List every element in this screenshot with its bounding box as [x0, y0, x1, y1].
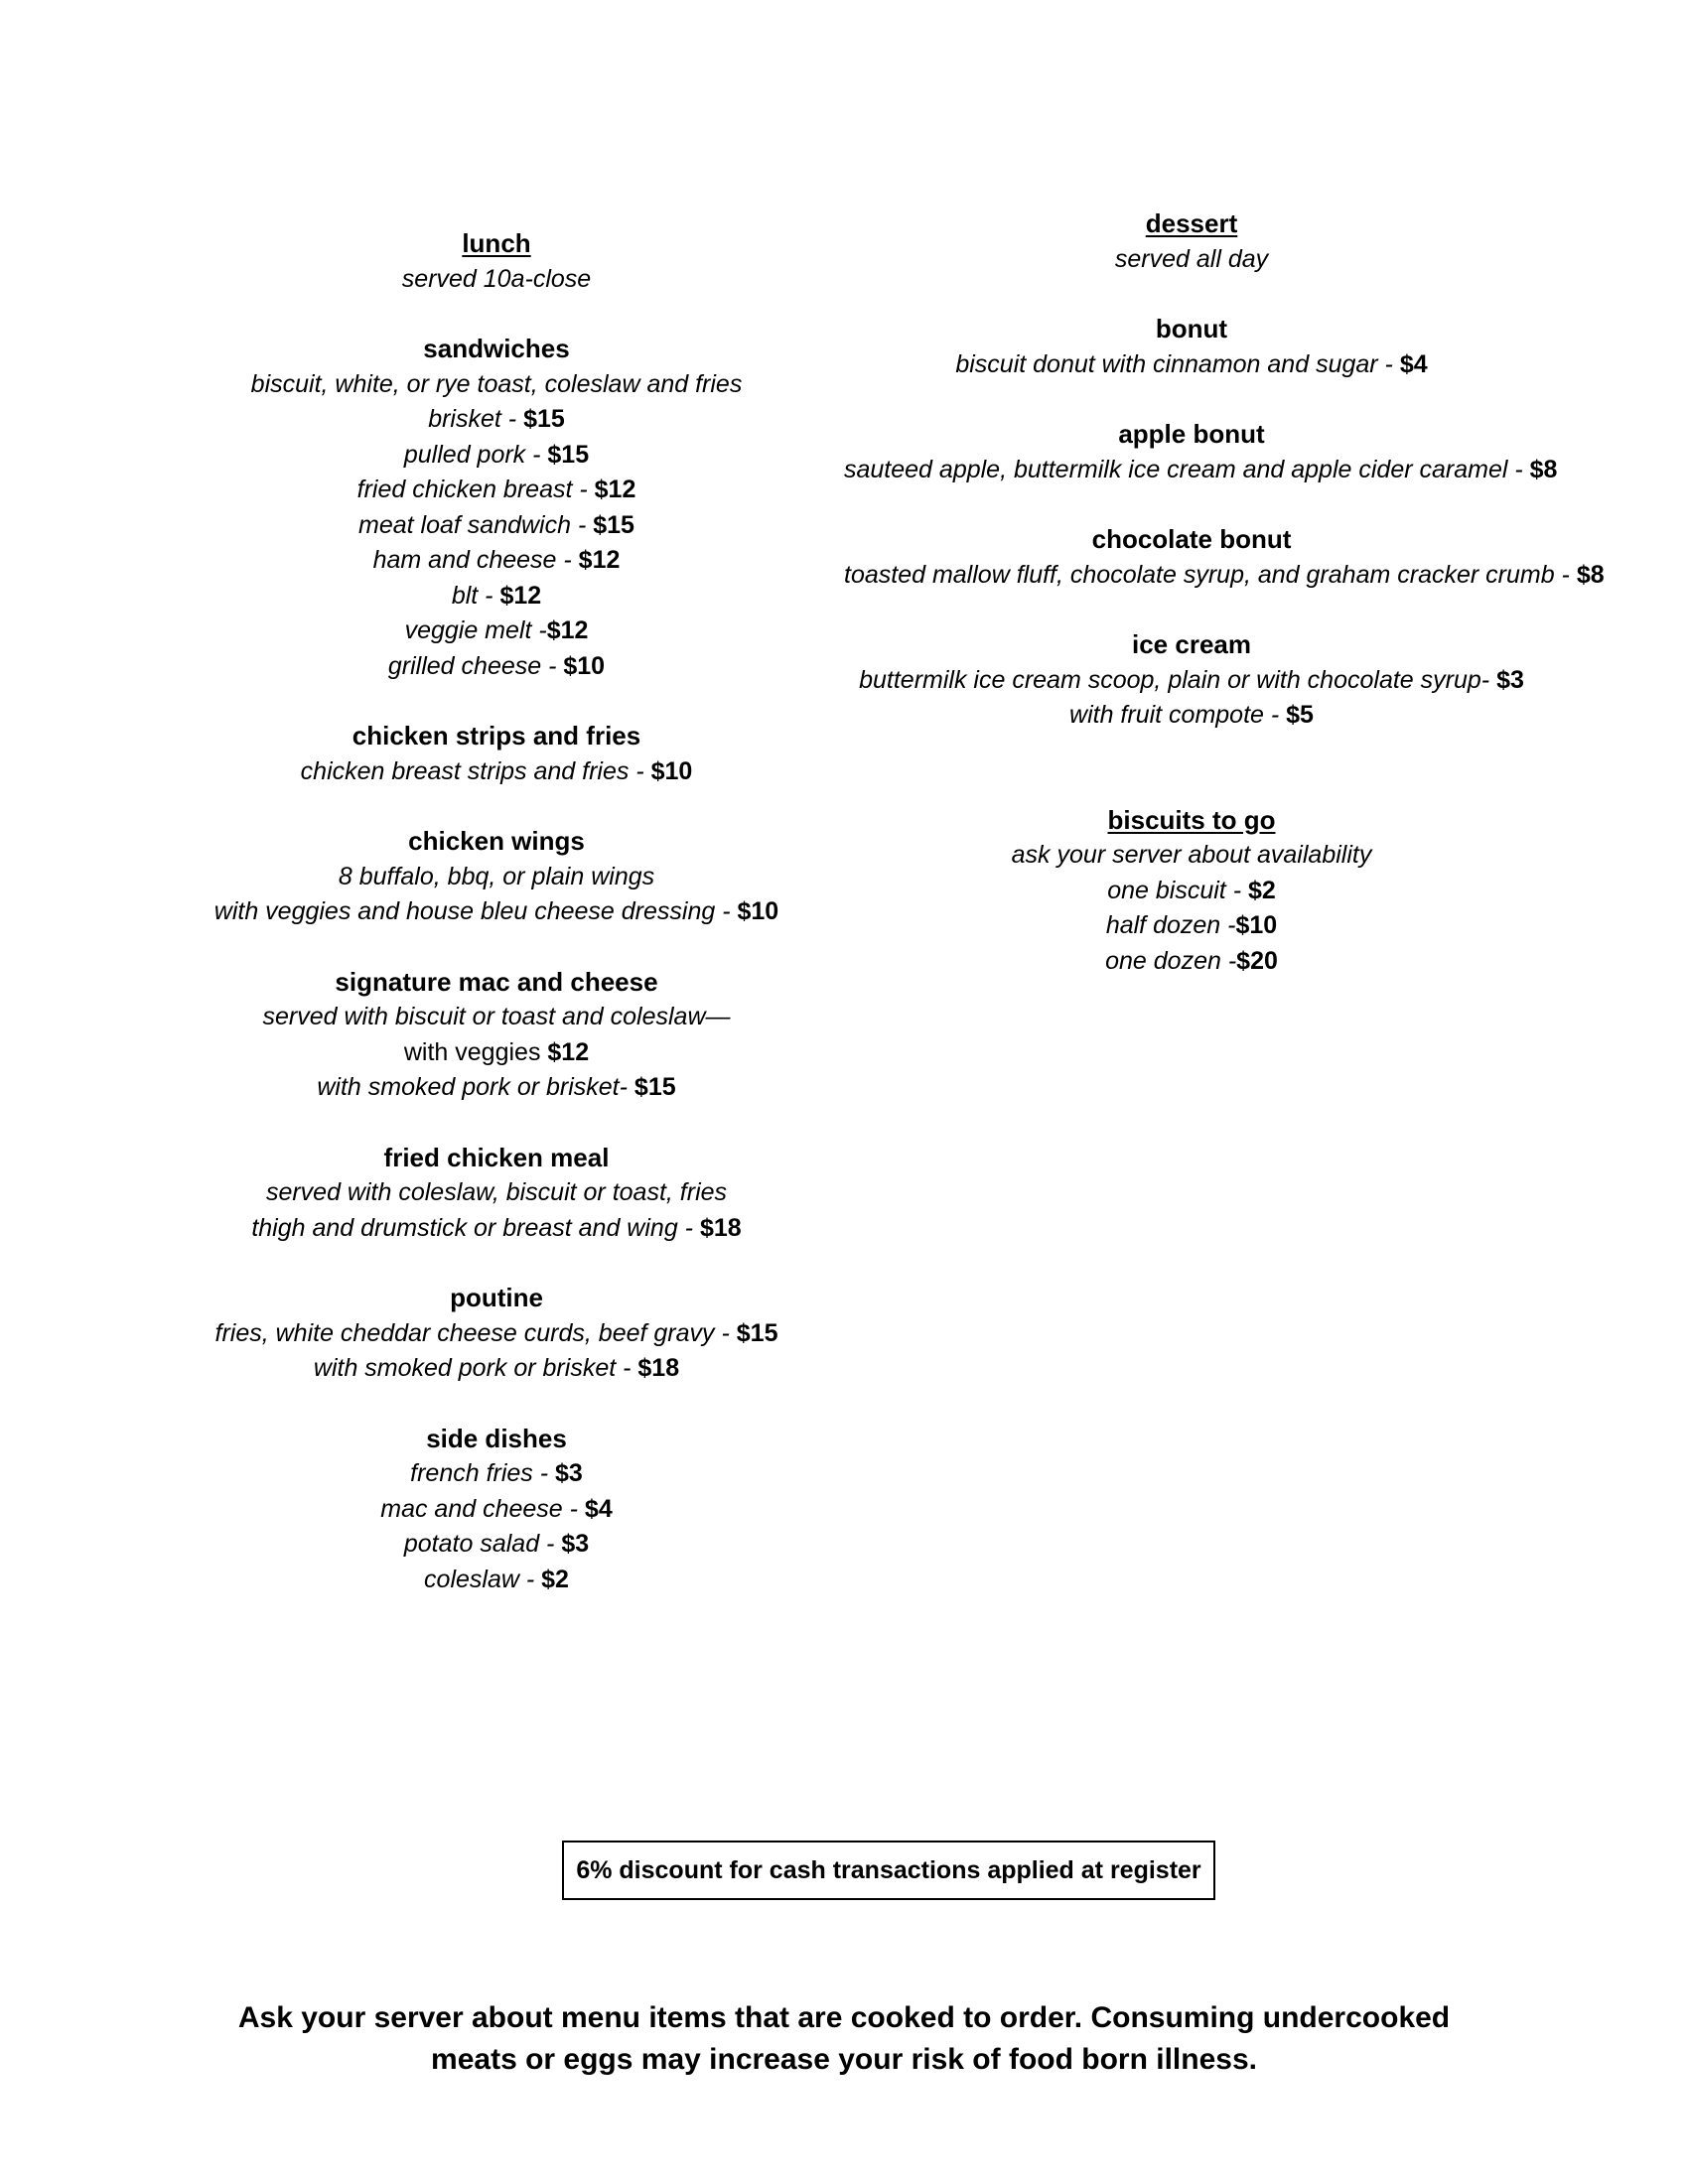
menu-item: coleslaw - $2 — [424, 1565, 569, 1593]
mac-and-cheese-heading: signature mac and cheese — [335, 966, 658, 997]
item-name: one biscuit — [1107, 876, 1226, 904]
item-name: half dozen — [1105, 911, 1221, 939]
menu-item: one dozen -$20 — [1105, 946, 1278, 975]
item-name: meat loaf sandwich — [358, 510, 572, 539]
side-dishes-heading: side dishes — [426, 1423, 567, 1453]
item-name: fried chicken breast — [356, 476, 573, 503]
dessert-heading: dessert — [1145, 208, 1238, 238]
food-safety-warning — [149, 1997, 1539, 2081]
bonut-heading: bonut — [1155, 314, 1228, 343]
item-price: $12 — [547, 1037, 590, 1066]
menu-item — [199, 1035, 794, 1071]
biscuits-to-go-group — [844, 803, 1539, 980]
dessert-hours: served all day — [1114, 244, 1269, 273]
poutine-heading: poutine — [450, 1283, 543, 1312]
menu-item: potato salad - $3 — [403, 1530, 590, 1558]
menu-item: grilled cheese - $10 — [387, 651, 606, 680]
item-name: french fries — [410, 1459, 533, 1487]
menu-item: fries, white cheddar cheese curds, beef gravy - $15 — [214, 1318, 778, 1347]
item-name: coleslaw — [424, 1565, 519, 1593]
bonut-group — [844, 312, 1539, 382]
item-name: mac and cheese — [380, 1494, 563, 1523]
item-price: $10 — [737, 897, 779, 925]
menu-item: sauteed apple, buttermilk ice cream and apple cider caramel - $8 — [844, 455, 1558, 483]
chicken-strips-group — [199, 719, 794, 789]
chocolate-bonut-heading: chocolate bonut — [1091, 524, 1292, 554]
item-price: $20 — [1236, 946, 1278, 975]
item-description: fries, white cheddar cheese curds, beef gravy — [214, 1318, 715, 1347]
item-name: grilled cheese — [387, 651, 542, 680]
fried-chicken-meal-group — [199, 1141, 794, 1247]
item-price: $12 — [578, 546, 621, 574]
item-price: $4 — [1399, 349, 1428, 378]
item-description: served with coleslaw, biscuit or toast, fries — [265, 1178, 728, 1206]
menu-item: mac and cheese - $4 — [380, 1494, 613, 1523]
chicken-wings-heading: chicken wings — [408, 826, 585, 856]
item-name: with veggies — [403, 1037, 541, 1066]
item-description: buttermilk ice cream scoop, plain or with chocolate syrup — [859, 665, 1481, 694]
cash-discount-text: 6% discount for cash transactions applied at register — [576, 1855, 1201, 1884]
lunch-heading: lunch — [462, 228, 531, 258]
food-safety-line-2: meats or eggs may increase your risk of food born illness. — [431, 2043, 1257, 2076]
menu-item: with smoked pork or brisket- $15 — [317, 1073, 676, 1101]
menu-item: chicken breast strips and fries - $10 — [300, 756, 693, 785]
item-price: $3 — [1496, 665, 1524, 694]
item-name: pulled pork — [403, 440, 526, 469]
menu-item: veggie melt -$12 — [404, 616, 589, 644]
apple-bonut-group — [844, 417, 1558, 487]
item-price: $10 — [650, 756, 693, 785]
menu-item: pulled pork - $15 — [403, 440, 590, 469]
menu-item: one biscuit - $2 — [1107, 876, 1276, 904]
item-price: $15 — [593, 510, 634, 539]
item-price: $10 — [1235, 911, 1278, 939]
sandwiches-heading: sandwiches — [423, 334, 570, 363]
item-name: ham and cheese — [372, 546, 557, 574]
menu-item: toasted mallow fluff, chocolate syrup, and graham cracker crumb - $8 — [844, 560, 1605, 589]
item-price: $8 — [1529, 455, 1558, 483]
poutine-group — [199, 1281, 794, 1387]
item-description: chicken breast strips and fries — [300, 756, 630, 785]
item-name: veggie melt — [404, 616, 532, 644]
mac-and-cheese-group — [199, 965, 794, 1106]
item-price: $3 — [555, 1459, 583, 1487]
item-name: with smoked pork or brisket — [313, 1354, 617, 1382]
item-price: $15 — [547, 440, 590, 469]
item-name: potato salad — [403, 1530, 540, 1558]
side-dishes-group — [199, 1422, 794, 1598]
item-description: sauteed apple, buttermilk ice cream and apple cider caramel — [844, 455, 1508, 483]
sandwiches-group — [199, 332, 794, 684]
item-price: $10 — [563, 651, 606, 680]
item-description: served with biscuit or toast and coleslaw— — [262, 1003, 731, 1030]
menu-item: meat loaf sandwich - $15 — [358, 510, 634, 539]
item-price: $3 — [561, 1530, 590, 1558]
item-description: toasted mallow fluff, chocolate syrup, and graham cracker crumb — [844, 560, 1555, 589]
item-price: $12 — [594, 476, 636, 503]
item-description: biscuit donut with cinnamon and sugar — [955, 349, 1378, 378]
menu-item: fried chicken breast - $12 — [356, 476, 636, 503]
item-price: $2 — [1247, 876, 1276, 904]
menu-item: buttermilk ice cream scoop, plain or with chocolate syrup- $3 — [859, 665, 1524, 694]
apple-bonut-heading: apple bonut — [1118, 419, 1265, 449]
lunch-column — [199, 226, 794, 1597]
item-price: $18 — [637, 1354, 680, 1382]
item-price: $8 — [1576, 560, 1605, 589]
item-price: $12 — [499, 581, 542, 610]
menu-item: with veggies and house bleu cheese dressing - $10 — [213, 897, 779, 925]
menu-item: biscuit donut with cinnamon and sugar - $4 — [955, 349, 1428, 378]
ice-cream-heading: ice cream — [1132, 629, 1251, 659]
chocolate-bonut-group — [844, 522, 1605, 593]
menu-item: with smoked pork or brisket - $18 — [313, 1354, 680, 1382]
item-price: $4 — [584, 1494, 613, 1523]
biscuits-to-go-heading: biscuits to go — [1107, 804, 1276, 835]
item-price: $15 — [523, 405, 565, 433]
menu-item: brisket - $15 — [428, 405, 565, 433]
item-price: $12 — [546, 616, 589, 644]
menu-item: thigh and drumstick or breast and wing - $18 — [251, 1213, 742, 1242]
chicken-wings-group — [199, 824, 794, 930]
item-name: brisket — [428, 405, 501, 433]
item-price: $15 — [633, 1073, 676, 1101]
item-price: $15 — [736, 1318, 778, 1347]
menu-item: ham and cheese - $12 — [372, 546, 621, 574]
dessert-column — [844, 206, 1605, 979]
menu-item: blt - $12 — [451, 581, 542, 610]
lunch-hours: served 10a-close — [401, 264, 592, 293]
item-price: $2 — [541, 1565, 569, 1593]
sandwiches-description: biscuit, white, or rye toast, coleslaw and fries — [250, 369, 743, 398]
menu-item: with fruit compote - $5 — [1069, 701, 1314, 729]
item-name: one dozen — [1105, 946, 1221, 975]
item-name: blt — [451, 581, 479, 610]
item-name: with fruit compote — [1069, 701, 1264, 729]
menu-item: french fries - $3 — [410, 1459, 583, 1487]
item-name: with smoked pork or brisket — [317, 1073, 620, 1101]
fried-chicken-meal-heading: fried chicken meal — [383, 1142, 610, 1172]
item-price: $18 — [699, 1213, 742, 1242]
item-description: with veggies and house bleu cheese dressing — [213, 897, 716, 925]
item-price: $5 — [1286, 701, 1314, 729]
ice-cream-group — [844, 627, 1539, 734]
food-safety-line-1: Ask your server about menu items that are cooked to order. Consuming undercooked — [237, 2001, 1451, 2034]
chicken-strips-heading: chicken strips and fries — [352, 721, 641, 751]
biscuits-availability-note: ask your server about availability — [1011, 841, 1372, 869]
menu-item: half dozen -$10 — [1105, 911, 1278, 939]
item-name: thigh and drumstick or breast and wing — [251, 1213, 678, 1242]
item-description: 8 buffalo, bbq, or plain wings — [338, 862, 655, 890]
cash-discount-notice — [562, 1841, 1215, 1900]
